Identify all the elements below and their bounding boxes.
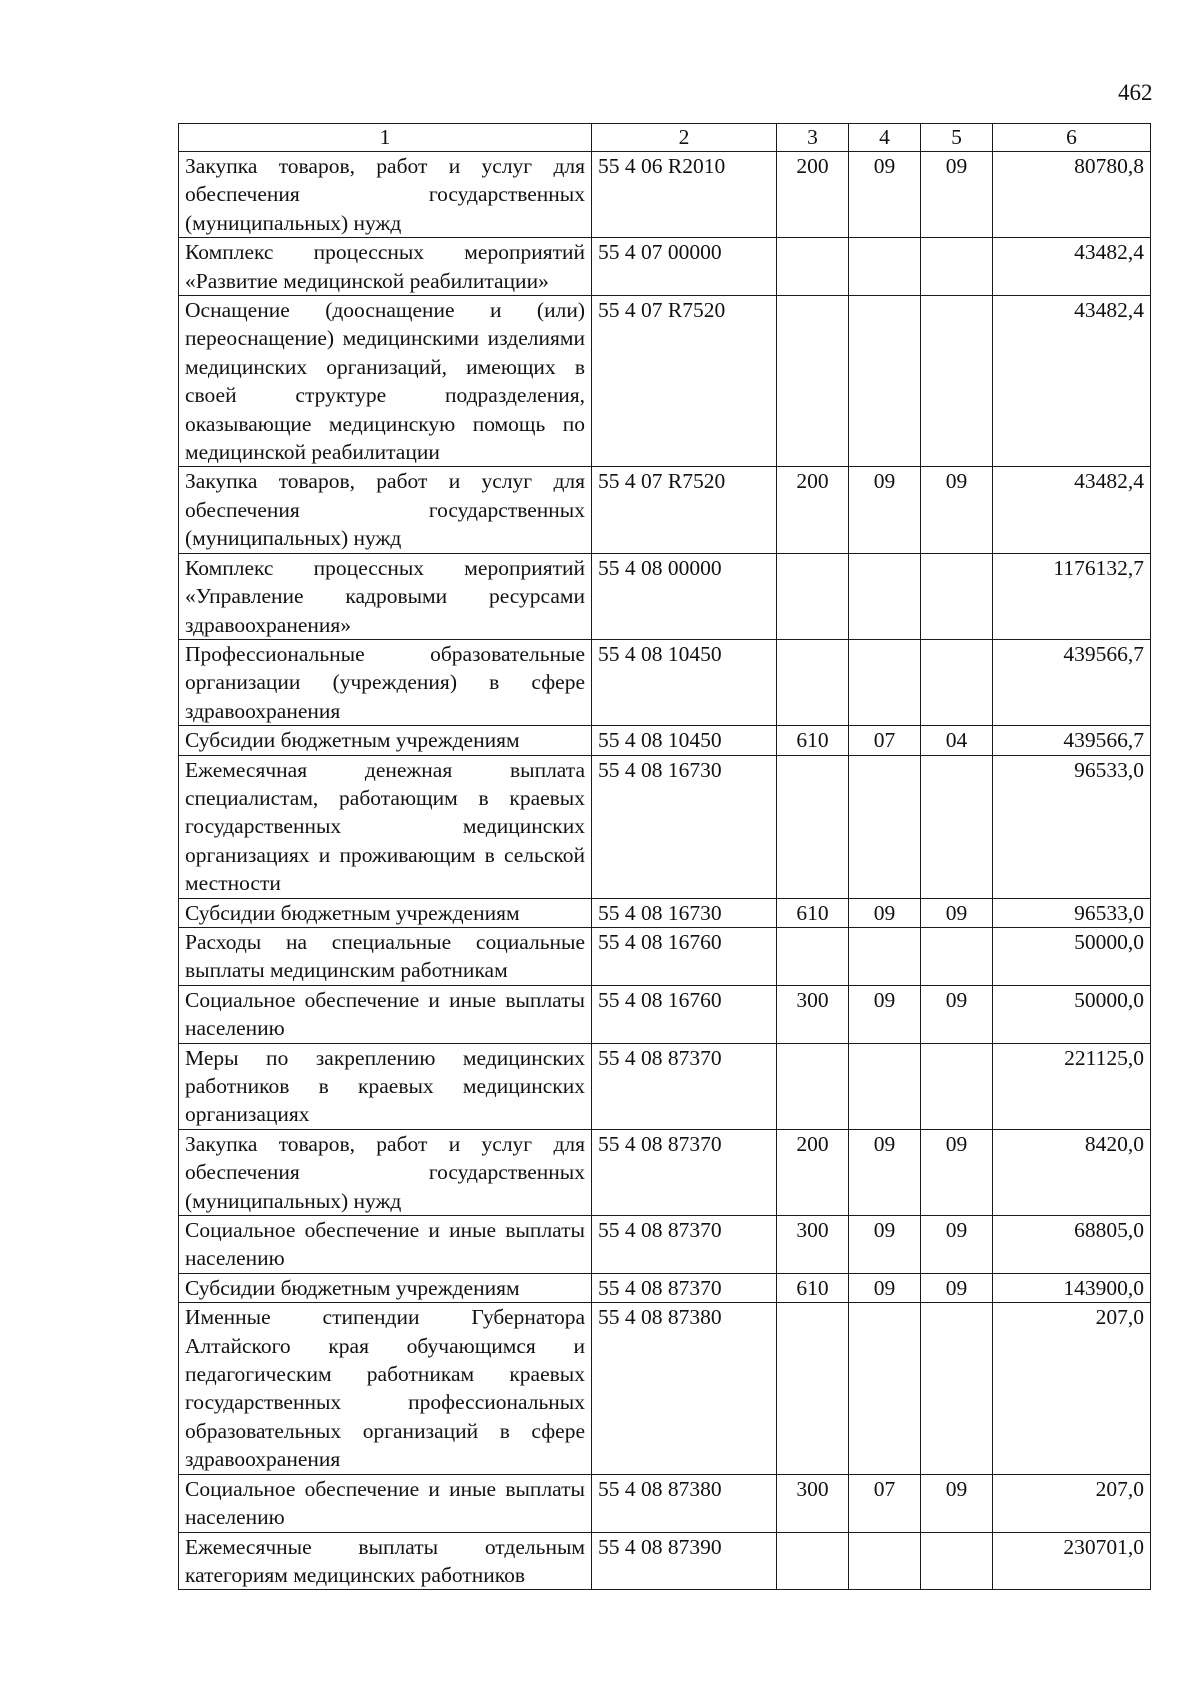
row-amount: 230701,0 xyxy=(993,1532,1151,1590)
row-col3: 610 xyxy=(777,726,849,755)
row-name: Закупка товаров, работ и услуг для обеспечения государственных (муниципальных) нужд xyxy=(179,152,592,238)
row-col3 xyxy=(777,755,849,898)
row-col3: 300 xyxy=(777,1216,849,1274)
row-code: 55 4 08 00000 xyxy=(592,553,777,639)
row-amount: 96533,0 xyxy=(993,755,1151,898)
row-name: Ежемесячные выплаты отдельным категориям медицинских работников xyxy=(179,1532,592,1590)
column-header-1: 1 xyxy=(179,124,592,152)
row-code: 55 4 08 87380 xyxy=(592,1474,777,1532)
row-col4: 09 xyxy=(849,1216,921,1274)
row-col4 xyxy=(849,296,921,467)
row-code: 55 4 07 00000 xyxy=(592,238,777,296)
row-amount: 439566,7 xyxy=(993,639,1151,725)
row-col4: 09 xyxy=(849,985,921,1043)
row-col3: 610 xyxy=(777,1273,849,1302)
table-body xyxy=(179,152,1151,1590)
row-col4: 09 xyxy=(849,1129,921,1215)
row-code: 55 4 08 87370 xyxy=(592,1043,777,1129)
page-number: 462 xyxy=(1118,80,1153,105)
table-row xyxy=(179,1043,1151,1129)
row-code: 55 4 08 87370 xyxy=(592,1273,777,1302)
row-col5: 09 xyxy=(921,1216,993,1274)
row-amount: 68805,0 xyxy=(993,1216,1151,1274)
row-name: Субсидии бюджетным учреждениям xyxy=(179,1273,592,1302)
row-col4: 09 xyxy=(849,467,921,553)
row-code: 55 4 08 16730 xyxy=(592,755,777,898)
row-name: Субсидии бюджетным учреждениям xyxy=(179,726,592,755)
row-col4 xyxy=(849,1532,921,1590)
row-col5: 09 xyxy=(921,1273,993,1302)
row-col4 xyxy=(849,927,921,985)
table-row xyxy=(179,1474,1151,1532)
row-col5 xyxy=(921,1043,993,1129)
row-name: Меры по закреплению медицинских работников в краевых медицинских организациях xyxy=(179,1043,592,1129)
row-name: Оснащение (дооснащение и (или) переоснащение) медицинскими изделиями медицинских организаций, имеющих в своей структуре подразделения, оказывающие медицинскую помощь по медицинской реабилитации xyxy=(179,296,592,467)
row-code: 55 4 07 R7520 xyxy=(592,467,777,553)
row-col5 xyxy=(921,553,993,639)
table-row xyxy=(179,639,1151,725)
row-col3: 300 xyxy=(777,985,849,1043)
table-row xyxy=(179,726,1151,755)
row-amount: 207,0 xyxy=(993,1474,1151,1532)
row-col5 xyxy=(921,927,993,985)
row-name: Закупка товаров, работ и услуг для обеспечения государственных (муниципальных) нужд xyxy=(179,467,592,553)
row-col3 xyxy=(777,1043,849,1129)
row-col5 xyxy=(921,296,993,467)
row-col5: 09 xyxy=(921,1474,993,1532)
row-col3 xyxy=(777,927,849,985)
row-col3: 200 xyxy=(777,1129,849,1215)
row-col5: 09 xyxy=(921,467,993,553)
table-row xyxy=(179,1303,1151,1474)
row-col4 xyxy=(849,755,921,898)
row-code: 55 4 08 10450 xyxy=(592,639,777,725)
row-amount: 143900,0 xyxy=(993,1273,1151,1302)
row-col4: 09 xyxy=(849,898,921,927)
table-row xyxy=(179,238,1151,296)
row-code: 55 4 08 10450 xyxy=(592,726,777,755)
row-name: Именные стипендии Губернатора Алтайского края обучающимся и педагогическим работникам краевых государственных профессиональных образовательных организаций в сфере здравоохранения xyxy=(179,1303,592,1474)
row-col3: 200 xyxy=(777,152,849,238)
column-header-6: 6 xyxy=(993,124,1151,152)
row-col5: 09 xyxy=(921,898,993,927)
row-col5 xyxy=(921,639,993,725)
row-col3: 300 xyxy=(777,1474,849,1532)
row-col4 xyxy=(849,553,921,639)
row-col3 xyxy=(777,296,849,467)
row-code: 55 4 08 87370 xyxy=(592,1129,777,1215)
row-col5: 04 xyxy=(921,726,993,755)
row-col5: 09 xyxy=(921,1129,993,1215)
row-name: Субсидии бюджетным учреждениям xyxy=(179,898,592,927)
row-col4: 09 xyxy=(849,152,921,238)
row-name: Социальное обеспечение и иные выплаты населению xyxy=(179,1474,592,1532)
table-row xyxy=(179,152,1151,238)
row-amount: 50000,0 xyxy=(993,927,1151,985)
row-col3 xyxy=(777,238,849,296)
row-name: Социальное обеспечение и иные выплаты населению xyxy=(179,985,592,1043)
row-code: 55 4 08 16730 xyxy=(592,898,777,927)
column-header-5: 5 xyxy=(921,124,993,152)
row-col4 xyxy=(849,639,921,725)
row-col5 xyxy=(921,1303,993,1474)
row-amount: 43482,4 xyxy=(993,238,1151,296)
row-col3 xyxy=(777,553,849,639)
row-amount: 207,0 xyxy=(993,1303,1151,1474)
row-col3 xyxy=(777,1303,849,1474)
row-code: 55 4 07 R7520 xyxy=(592,296,777,467)
budget-table xyxy=(178,123,1151,1590)
row-col5 xyxy=(921,238,993,296)
row-code: 55 4 08 16760 xyxy=(592,985,777,1043)
column-header-2: 2 xyxy=(592,124,777,152)
row-code: 55 4 06 R2010 xyxy=(592,152,777,238)
row-code: 55 4 08 87390 xyxy=(592,1532,777,1590)
row-col5 xyxy=(921,755,993,898)
row-amount: 50000,0 xyxy=(993,985,1151,1043)
row-amount: 439566,7 xyxy=(993,726,1151,755)
row-col4 xyxy=(849,1303,921,1474)
row-amount: 221125,0 xyxy=(993,1043,1151,1129)
row-code: 55 4 08 87370 xyxy=(592,1216,777,1274)
row-col4: 07 xyxy=(849,1474,921,1532)
row-code: 55 4 08 16760 xyxy=(592,927,777,985)
table-row xyxy=(179,467,1151,553)
row-col3 xyxy=(777,639,849,725)
table-row xyxy=(179,985,1151,1043)
row-name: Комплекс процессных мероприятий «Развитие медицинской реабилитации» xyxy=(179,238,592,296)
row-name: Ежемесячная денежная выплата специалистам, работающим в краевых государственных медицинских организациях и проживающим в сельской местности xyxy=(179,755,592,898)
row-col3: 200 xyxy=(777,467,849,553)
table-row xyxy=(179,296,1151,467)
row-col3 xyxy=(777,1532,849,1590)
row-name: Расходы на специальные социальные выплаты медицинским работникам xyxy=(179,927,592,985)
row-name: Комплекс процессных мероприятий «Управление кадровыми ресурсами здравоохранения» xyxy=(179,553,592,639)
row-col5 xyxy=(921,1532,993,1590)
column-header-4: 4 xyxy=(849,124,921,152)
row-name: Закупка товаров, работ и услуг для обеспечения государственных (муниципальных) нужд xyxy=(179,1129,592,1215)
row-name: Профессиональные образовательные организации (учреждения) в сфере здравоохранения xyxy=(179,639,592,725)
table-row xyxy=(179,898,1151,927)
row-amount: 8420,0 xyxy=(993,1129,1151,1215)
table-row xyxy=(179,553,1151,639)
row-amount: 80780,8 xyxy=(993,152,1151,238)
row-col4: 07 xyxy=(849,726,921,755)
row-col3: 610 xyxy=(777,898,849,927)
row-code: 55 4 08 87380 xyxy=(592,1303,777,1474)
row-amount: 43482,4 xyxy=(993,296,1151,467)
table-row xyxy=(179,1532,1151,1590)
row-amount: 1176132,7 xyxy=(993,553,1151,639)
table-row xyxy=(179,1273,1151,1302)
table-row xyxy=(179,1129,1151,1215)
table-header-row xyxy=(179,124,1151,152)
row-col5: 09 xyxy=(921,985,993,1043)
row-col4 xyxy=(849,1043,921,1129)
row-col5: 09 xyxy=(921,152,993,238)
table-row xyxy=(179,1216,1151,1274)
row-name: Социальное обеспечение и иные выплаты населению xyxy=(179,1216,592,1274)
column-header-3: 3 xyxy=(777,124,849,152)
table-row xyxy=(179,927,1151,985)
row-col4 xyxy=(849,238,921,296)
table-row xyxy=(179,755,1151,898)
row-col4: 09 xyxy=(849,1273,921,1302)
row-amount: 96533,0 xyxy=(993,898,1151,927)
row-amount: 43482,4 xyxy=(993,467,1151,553)
